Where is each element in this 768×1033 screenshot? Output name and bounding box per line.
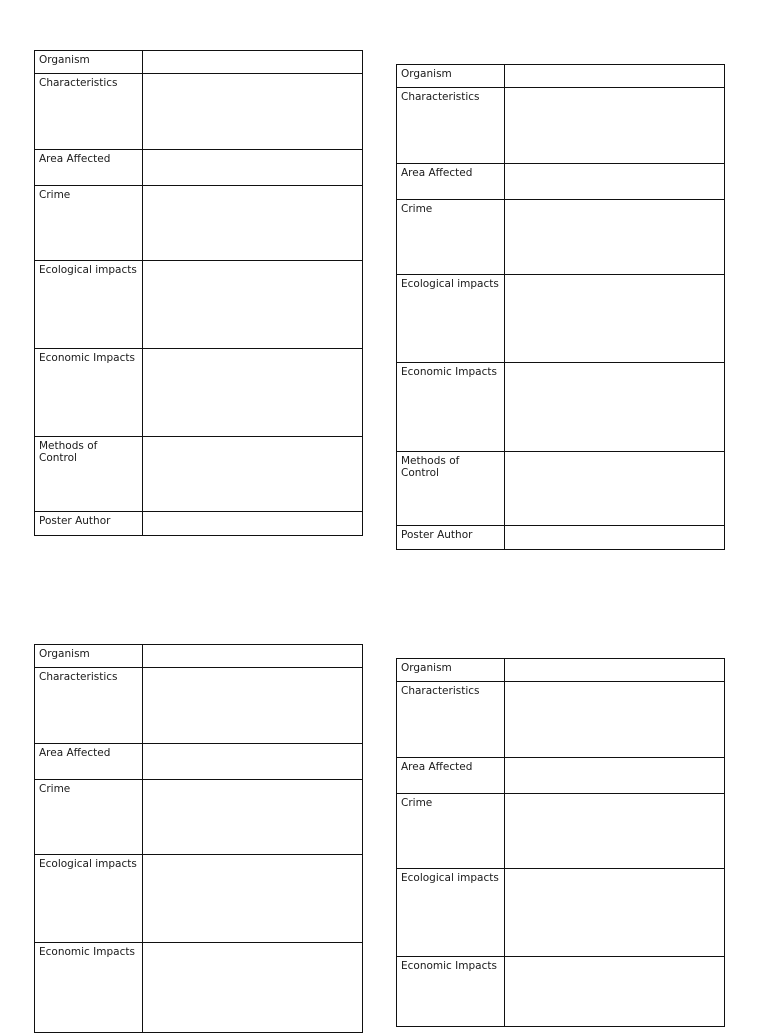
- row-area-affected: [397, 758, 725, 794]
- crime-label: Crime: [397, 200, 505, 275]
- poster-card-3: [34, 644, 363, 1033]
- row-methods-of-control: [397, 452, 725, 526]
- area-affected-field[interactable]: [143, 150, 363, 186]
- economic-impacts-label: Economic Impacts: [397, 957, 505, 1027]
- row-ecological-impacts: [397, 869, 725, 957]
- row-area-affected: [35, 150, 363, 186]
- row-economic-impacts: [397, 957, 725, 1027]
- poster-author-field[interactable]: [143, 512, 363, 536]
- row-ecological-impacts: [397, 275, 725, 363]
- crime-field[interactable]: [143, 780, 363, 855]
- poster-author-label: Poster Author: [397, 526, 505, 550]
- row-characteristics: [397, 88, 725, 164]
- organism-label: Organism: [397, 659, 505, 682]
- row-characteristics: [397, 682, 725, 758]
- row-characteristics: [35, 668, 363, 744]
- organism-label: Organism: [35, 645, 143, 668]
- ecological-impacts-label: Ecological impacts: [35, 261, 143, 349]
- row-organism: [35, 645, 363, 668]
- area-affected-label: Area Affected: [35, 150, 143, 186]
- crime-field[interactable]: [505, 200, 725, 275]
- characteristics-label: Characteristics: [397, 682, 505, 758]
- poster-card-2: [396, 64, 725, 550]
- economic-impacts-field[interactable]: [505, 957, 725, 1027]
- methods-of-control-field[interactable]: [505, 452, 725, 526]
- row-ecological-impacts: [35, 261, 363, 349]
- row-crime: [35, 186, 363, 261]
- row-organism: [397, 65, 725, 88]
- row-economic-impacts: [35, 943, 363, 1033]
- row-economic-impacts: [35, 349, 363, 437]
- crime-label: Crime: [35, 780, 143, 855]
- organism-field[interactable]: [505, 659, 725, 682]
- area-affected-field[interactable]: [505, 164, 725, 200]
- row-area-affected: [35, 744, 363, 780]
- ecological-impacts-field[interactable]: [505, 869, 725, 957]
- economic-impacts-field[interactable]: [505, 363, 725, 452]
- economic-impacts-label: Economic Impacts: [35, 943, 143, 1033]
- row-ecological-impacts: [35, 855, 363, 943]
- economic-impacts-label: Economic Impacts: [35, 349, 143, 437]
- characteristics-label: Characteristics: [35, 668, 143, 744]
- methods-of-control-label: Methods of Control: [397, 452, 505, 526]
- economic-impacts-field[interactable]: [143, 349, 363, 437]
- row-crime: [397, 200, 725, 275]
- crime-field[interactable]: [143, 186, 363, 261]
- economic-impacts-label: Economic Impacts: [397, 363, 505, 452]
- characteristics-field[interactable]: [505, 682, 725, 758]
- row-organism: [397, 659, 725, 682]
- area-affected-label: Area Affected: [35, 744, 143, 780]
- characteristics-field[interactable]: [143, 74, 363, 150]
- economic-impacts-field[interactable]: [143, 943, 363, 1033]
- area-affected-field[interactable]: [505, 758, 725, 794]
- organism-label: Organism: [397, 65, 505, 88]
- characteristics-label: Characteristics: [397, 88, 505, 164]
- ecological-impacts-label: Ecological impacts: [397, 275, 505, 363]
- row-poster-author: [397, 526, 725, 550]
- characteristics-field[interactable]: [505, 88, 725, 164]
- organism-label: Organism: [35, 51, 143, 74]
- row-crime: [397, 794, 725, 869]
- row-characteristics: [35, 74, 363, 150]
- ecological-impacts-field[interactable]: [505, 275, 725, 363]
- methods-of-control-field[interactable]: [143, 437, 363, 512]
- row-economic-impacts: [397, 363, 725, 452]
- area-affected-label: Area Affected: [397, 758, 505, 794]
- row-poster-author: [35, 512, 363, 536]
- row-area-affected: [397, 164, 725, 200]
- crime-field[interactable]: [505, 794, 725, 869]
- poster-card-1: [34, 50, 363, 536]
- ecological-impacts-field[interactable]: [143, 855, 363, 943]
- ecological-impacts-field[interactable]: [143, 261, 363, 349]
- area-affected-field[interactable]: [143, 744, 363, 780]
- poster-author-label: Poster Author: [35, 512, 143, 536]
- characteristics-label: Characteristics: [35, 74, 143, 150]
- characteristics-field[interactable]: [143, 668, 363, 744]
- organism-field[interactable]: [143, 51, 363, 74]
- crime-label: Crime: [35, 186, 143, 261]
- methods-of-control-label: Methods of Control: [35, 437, 143, 512]
- ecological-impacts-label: Ecological impacts: [35, 855, 143, 943]
- crime-label: Crime: [397, 794, 505, 869]
- row-methods-of-control: [35, 437, 363, 512]
- poster-card-4: [396, 658, 725, 1027]
- poster-author-field[interactable]: [505, 526, 725, 550]
- ecological-impacts-label: Ecological impacts: [397, 869, 505, 957]
- row-crime: [35, 780, 363, 855]
- organism-field[interactable]: [143, 645, 363, 668]
- area-affected-label: Area Affected: [397, 164, 505, 200]
- organism-field[interactable]: [505, 65, 725, 88]
- row-organism: [35, 51, 363, 74]
